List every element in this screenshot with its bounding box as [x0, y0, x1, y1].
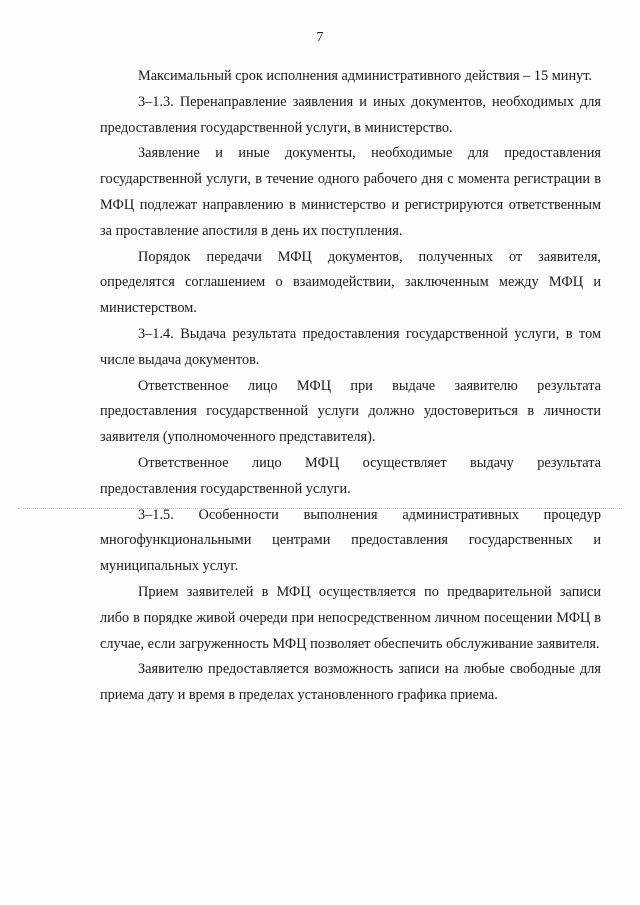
- document-body: [100, 64, 601, 709]
- paragraph-forwarding: Заявление и иные документы, необходимые для предоставления государственной услуги, в течение одного рабочего дня с момента регистрации в МФЦ подлежат направлению в министерство и регистрируются ответственным за проставление апостиля в день их поступления.: [100, 145, 601, 239]
- paragraph-issuance: Ответственное лицо МФЦ осуществляет выдачу результата предоставления государственной услуги.: [100, 454, 601, 497]
- page-number: 7: [316, 30, 324, 45]
- paragraph-transfer-procedure: Порядок передачи МФЦ документов, полученных от заявителя, определятся соглашением о взаимодействии, заключенным между МФЦ и министерством.: [100, 248, 601, 317]
- paragraph-max-time: Максимальный срок исполнения административного действия – 15 минут.: [138, 68, 593, 84]
- paragraph-reception: Прием заявителей в МФЦ осуществляется по предварительной записи либо в порядке живой очереди при непосредственном личном посещении МФЦ в случае, если загруженность МФЦ позволяет обеспечить обслуживание заявителя.: [100, 583, 601, 652]
- paragraph-section-3-1-4: 3–1.4. Выдача результата предоставления государственной услуги, в том числе выдача документов.: [100, 325, 601, 368]
- paragraph-section-3-1-5: 3–1.5. Особенности выполнения административных процедур многофункциональными центрами предоставления государственных и муниципальных услуг.: [100, 506, 601, 575]
- paragraph-identity-check: Ответственное лицо МФЦ при выдаче заявителю результата предоставления государственной услуги должно удостовериться в личности заявителя (уполномоченного представителя).: [100, 377, 601, 446]
- paragraph-appointment: Заявителю предоставляется возможность записи на любые свободные для приема дату и время в пределах установленного графика приема.: [100, 661, 601, 704]
- paragraph-section-3-1-3: 3–1.3. Перенаправление заявления и иных документов, необходимых для предоставления государственной услуги, в министерство.: [100, 93, 601, 136]
